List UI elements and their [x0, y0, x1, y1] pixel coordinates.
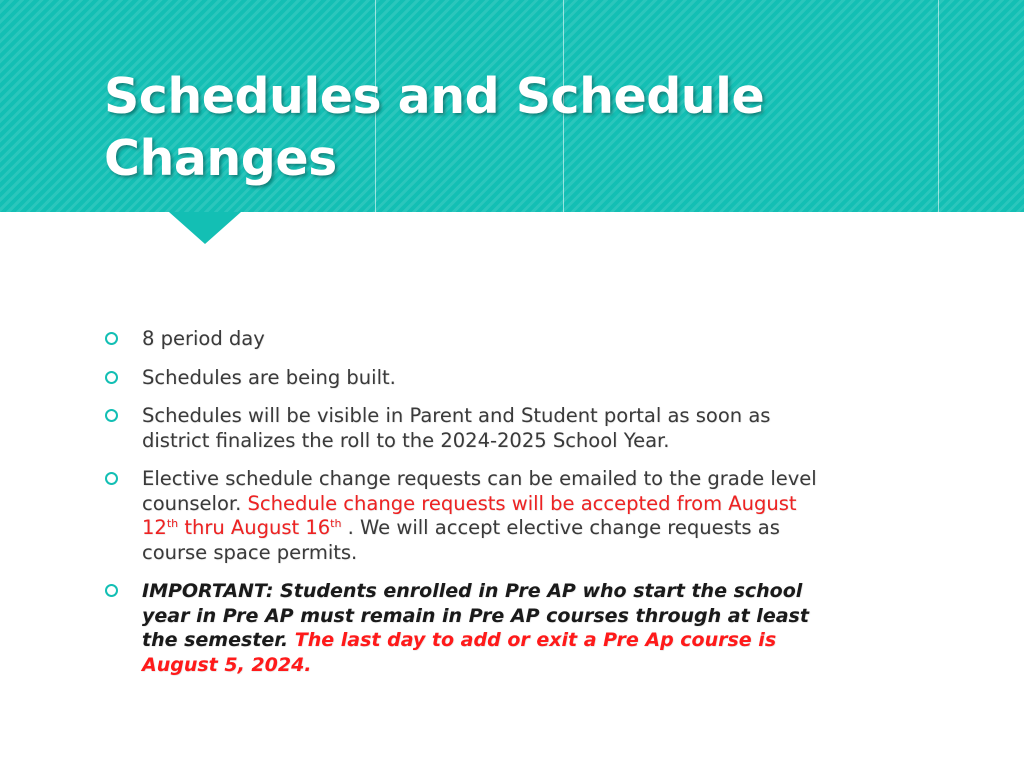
- bullet-text-tail: . We will accept elective change requests as course space permits.: [142, 516, 780, 564]
- circle-bullet-icon: [105, 472, 118, 485]
- ordinal-suffix: th: [330, 517, 342, 530]
- slide-title-line-1: Schedules and Schedule: [104, 68, 765, 125]
- highlighted-text: Schedule change requests will be accepted from August 12: [142, 491, 797, 539]
- bullet-text: Elective schedule change requests can be emailed to the grade level counselor.: [142, 467, 817, 515]
- bullet-item: [104, 467, 824, 565]
- important-text: IMPORTANT: Students enrolled in Pre AP who start the school year in Pre AP must remain in Pre AP courses through at least the semester.: [142, 580, 809, 651]
- circle-bullet-icon: [105, 409, 118, 422]
- circle-bullet-icon: [105, 332, 118, 345]
- bullet-text: Schedules are being built.: [142, 365, 396, 389]
- bullet-item: [104, 327, 824, 352]
- bullet-text: Schedules will be visible in Parent and Student portal as soon as district finalizes the roll to the 2024-2025 School Year.: [142, 404, 771, 452]
- highlighted-text: thru August 16: [178, 516, 331, 539]
- bullet-item-important: [104, 579, 824, 677]
- banner-pointer: [169, 212, 241, 244]
- circle-bullet-icon: [105, 584, 118, 597]
- slide-title-line-2: Changes: [104, 130, 337, 187]
- banner-divider: [938, 0, 939, 212]
- slide-title: [104, 66, 764, 190]
- deadline-text: The last day to add or exit a Pre Ap course is August 5, 2024.: [142, 629, 777, 676]
- bullet-text: 8 period day: [142, 327, 265, 350]
- bullet-item: [104, 404, 824, 453]
- ordinal-suffix: th: [166, 517, 179, 530]
- title-banner: [0, 0, 1024, 212]
- circle-bullet-icon: [105, 371, 118, 384]
- bullet-item: [104, 366, 824, 391]
- bullet-list: [104, 327, 824, 691]
